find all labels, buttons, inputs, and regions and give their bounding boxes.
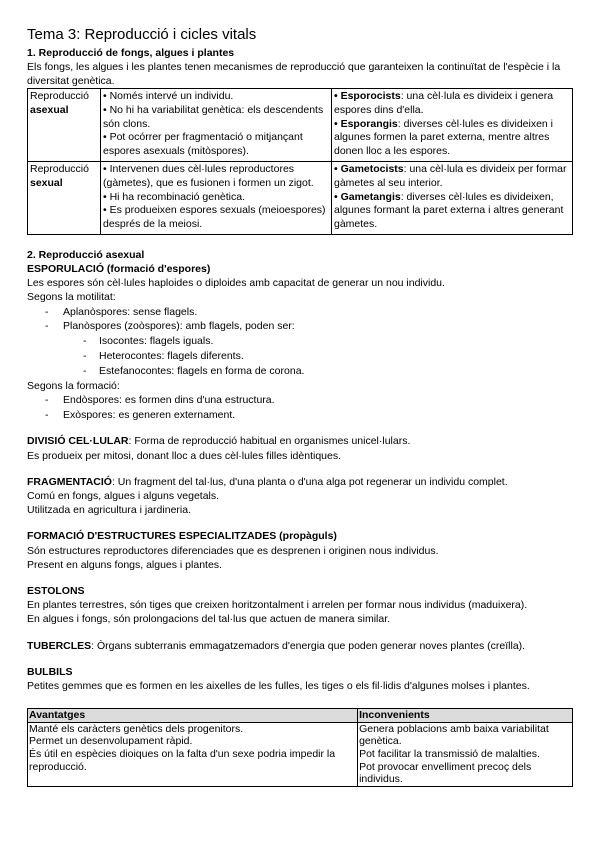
tubercles-desc: : Òrgans subterranis emmagatzemadors d'energia que poden generar noves plantes (creïlla). bbox=[91, 639, 526, 652]
term-name: • Esporangis bbox=[334, 117, 398, 130]
term-item bbox=[334, 90, 570, 118]
fragmentacio-line3: Utilitzada en agricultura i jardineria. bbox=[27, 504, 191, 517]
tubercles-block bbox=[27, 639, 573, 653]
list-item: Permet un desenvolupament ràpid. bbox=[29, 735, 193, 748]
table-header-row bbox=[28, 709, 573, 723]
avantatges-cell bbox=[28, 722, 358, 786]
avantatges-header: Avantatges bbox=[28, 709, 358, 723]
features-cell bbox=[101, 89, 332, 162]
propaguls-block bbox=[27, 529, 573, 572]
propaguls-line1: Són estructures reproductores diferenciades que es desprenen i originen nous individus. bbox=[27, 544, 439, 557]
bulbils-line1: Petites gemmes que es formen en les aixelles de les fulles, les tiges o els fil·lidis d'algunes molses i plantes. bbox=[27, 680, 530, 692]
term-name: • Gametangis bbox=[334, 190, 401, 203]
esporulacio-block bbox=[27, 262, 573, 422]
row-label-bold: sexual bbox=[30, 176, 63, 189]
tubercles-term: TUBERCLES bbox=[27, 639, 92, 652]
row-label-line: Reproducció bbox=[30, 90, 89, 102]
feature-item: • Es produeixen espores sexuals (meioespores) després de la meiosi. bbox=[103, 204, 326, 231]
formacio-label: Segons la formació: bbox=[27, 379, 120, 392]
propaguls-heading: FORMACIÓ D'ESTRUCTURES ESPECIALITZADES (propàguls) bbox=[27, 530, 337, 543]
list-item: - Isocontes: flagels iguals. bbox=[27, 334, 573, 349]
list-item: Pot facilitar la transmissió de malalties. bbox=[359, 747, 540, 760]
comparison-table bbox=[27, 708, 573, 787]
divisio-line2: Es produeix per mitosi, donant lloc a dues cèl·lules filles idèntiques. bbox=[27, 449, 342, 462]
divisio-term: DIVISIÓ CEL·LULAR bbox=[27, 435, 129, 448]
list-item: Genera poblacions amb baixa variabilitat genètica. bbox=[359, 722, 549, 748]
feature-item: • Només intervé un individu. bbox=[103, 90, 234, 102]
page-title: Tema 3: Reproducció i cicles vitals bbox=[27, 26, 257, 43]
term-desc: : diverses cèl·lules es divideixen i algunes formen la paret externa, mentre altres donen lloc a les espores. bbox=[334, 117, 554, 158]
motilitat-label: Segons la motilitat: bbox=[27, 291, 116, 304]
divisio-line1 bbox=[27, 434, 573, 448]
estolons-line2: En algues i fongs, són prolongacions del tal·lus que actuen de manera similar. bbox=[27, 613, 391, 626]
list-item: - Exòspores: es generen externament. bbox=[27, 408, 573, 423]
term-name: • Esporocists bbox=[334, 90, 401, 102]
tubercles-line bbox=[27, 639, 573, 653]
fragmentacio-term: FRAGMENTACIÓ bbox=[27, 475, 112, 488]
table-row-asexual bbox=[28, 89, 573, 162]
feature-item: • No hi ha variabilitat genètica: els descendents són clons. bbox=[103, 103, 324, 130]
section1-intro: Els fongs, les algues i les plantes tenen mecanismes de reproducció que garanteixen la continuïtat de l'espècie i la diversitat genètica. bbox=[27, 61, 561, 87]
term-desc: : una cèl·lula es divideix i genera espores dins d'ella. bbox=[334, 90, 554, 116]
section2-heading: 2. Reproducció asexual bbox=[27, 248, 145, 261]
estolons-line1: En plantes terrestres, són tiges que creixen horitzontalment i arrelen per formar nous individus (maduixera). bbox=[27, 599, 528, 612]
list-item: - Endòspores: es formen dins d'una estructura. bbox=[27, 393, 573, 408]
feature-item: • Pot ocórrer per fragmentació o mitjançant espores asexuals (mitòspores). bbox=[103, 131, 303, 158]
terms-cell bbox=[332, 161, 573, 234]
list-item: És útil en espècies dioiques on la falta d'un sexe podria impedir la reproducció. bbox=[29, 747, 336, 773]
motilitat-list bbox=[27, 305, 573, 335]
section1-heading: 1. Reproducció de fongs, algues i plantes bbox=[27, 47, 235, 59]
bulbils-heading: BULBILS bbox=[27, 665, 73, 678]
reproduction-types-table bbox=[27, 88, 573, 235]
list-item: - Estefanocontes: flagels en forma de corona. bbox=[27, 364, 573, 379]
term-item bbox=[334, 191, 570, 232]
term-name: • Gametocists bbox=[334, 162, 404, 175]
row-label bbox=[28, 89, 101, 162]
estolons-heading: ESTOLONS bbox=[27, 584, 85, 597]
features-cell bbox=[101, 161, 332, 234]
inconvenients-cell bbox=[358, 722, 573, 786]
planospores-list bbox=[27, 334, 573, 378]
bulbils-block bbox=[27, 665, 573, 693]
fragmentacio-block bbox=[27, 475, 573, 518]
row-label-line: Reproducció bbox=[30, 162, 89, 175]
row-label-bold: asexual bbox=[30, 103, 69, 116]
term-item bbox=[334, 118, 570, 159]
esporulacio-desc: Les espores són cèl·lules haploides o diploides amb capacitat de generar un nou individu. bbox=[27, 277, 445, 290]
list-item: Pot provocar envelliment precoç dels individus. bbox=[359, 760, 532, 786]
esporulacio-heading: ESPORULACIÓ (formació d'espores) bbox=[27, 262, 211, 275]
table-row bbox=[28, 722, 573, 786]
fragmentacio-desc: : Un fragment del tal·lus, d'una planta o d'una alga pot regenerar un individu complet. bbox=[111, 475, 508, 488]
divisio-desc: : Forma de reproducció habitual en organismes unicel·lulars. bbox=[128, 435, 411, 448]
formacio-list bbox=[27, 393, 573, 423]
fragmentacio-line2: Comú en fongs, algues i alguns vegetals. bbox=[27, 489, 220, 502]
term-item bbox=[334, 163, 570, 191]
list-item: - Heterocontes: flagels diferents. bbox=[27, 349, 573, 364]
divisio-block bbox=[27, 434, 573, 462]
estolons-block bbox=[27, 584, 573, 627]
inconvenients-header: Inconvenients bbox=[358, 709, 573, 723]
propaguls-line2: Present en alguns fongs, algues i plantes. bbox=[27, 558, 222, 571]
table-row-sexual bbox=[28, 161, 573, 234]
fragmentacio-line1 bbox=[27, 475, 573, 489]
term-desc: : diverses cèl·lules es divideixen, algunes formant la paret externa i altres generant gàmetes. bbox=[334, 190, 564, 231]
document-page bbox=[27, 26, 573, 787]
row-label bbox=[28, 161, 101, 234]
list-item: Manté els caràcters genètics dels progenitors. bbox=[29, 722, 244, 735]
list-item: - Aplanòspores: sense flagels. bbox=[27, 305, 573, 320]
list-item: - Planòspores (zoòspores): amb flagels, poden ser: bbox=[27, 319, 573, 334]
terms-cell bbox=[332, 89, 573, 162]
feature-item: • Hi ha recombinació genètica. bbox=[103, 190, 246, 203]
feature-item: • Intervenen dues cèl·lules reproductores (gàmetes), que es fusionen i formen un zigot. bbox=[103, 162, 314, 189]
term-desc: : una cèl·lula es divideix per formar gàmetes al seu interior. bbox=[334, 162, 567, 189]
